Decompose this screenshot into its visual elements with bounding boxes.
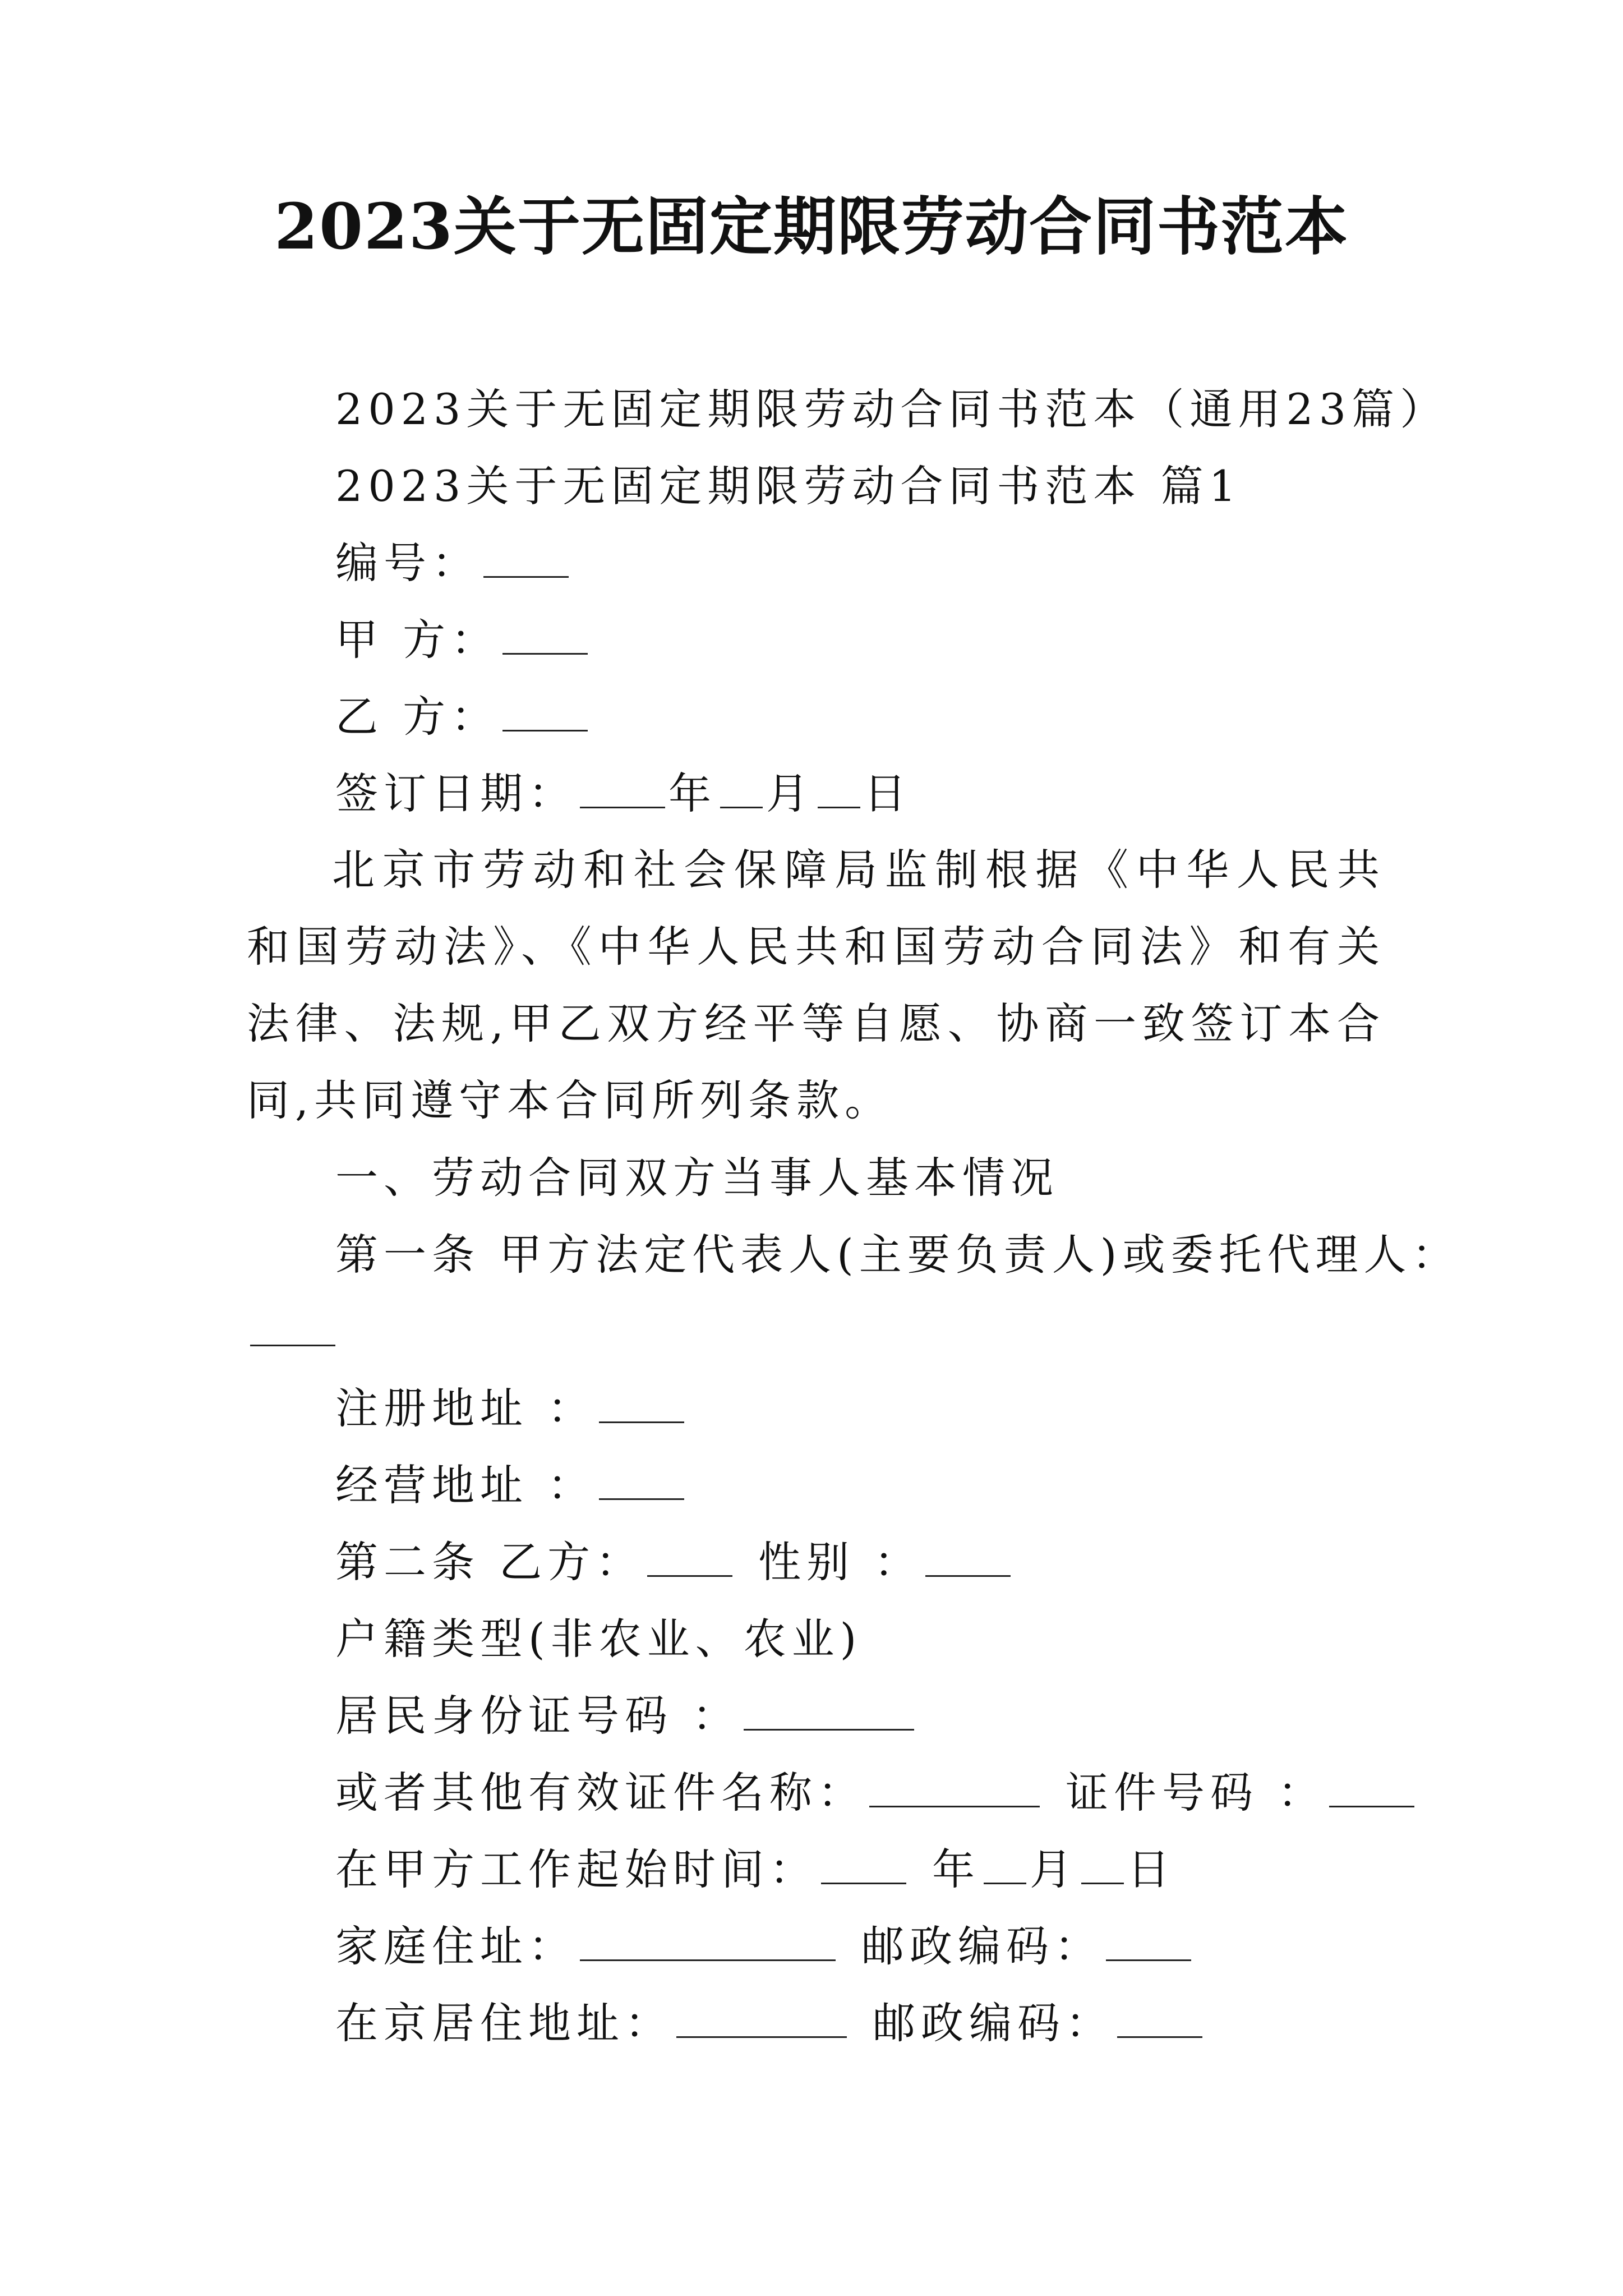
home-address-field (335, 1918, 1195, 1975)
registered-address-blank (599, 1387, 684, 1423)
beijing-postal-code-label: 邮政编码： (873, 1998, 1114, 2048)
registered-address-label: 注册地址 ： (335, 1383, 596, 1433)
section-heading: 2023关于无固定期限劳动合同书范本 篇1 (335, 461, 1242, 511)
party-a-field (335, 612, 591, 668)
intro-paragraph: 北京市劳动和社会保障局监制根据《中华人民共和国劳动法》、《中华人民共和国劳动合同法》和有关法律、法规,甲乙双方经平等自愿、协商一致签订本合同,共同遵守本合同所列条款。 (247, 845, 1385, 1125)
start-day-blank (1081, 1848, 1124, 1884)
beijing-address-label: 在京居住地址： (335, 1998, 673, 2048)
start-year-blank (821, 1848, 906, 1884)
business-address-field (335, 1457, 688, 1513)
start-year-label: 年 (932, 1844, 980, 1894)
party-a-blank (502, 618, 588, 655)
party-b-blank (502, 695, 588, 731)
day-label: 日 (864, 769, 912, 818)
start-month-blank (984, 1848, 1026, 1884)
representative-blank (250, 1310, 335, 1346)
year-label: 年 (668, 769, 717, 818)
party-b-name-blank (647, 1540, 732, 1577)
other-id-field (335, 1765, 1418, 1821)
document-subtitle: 2023关于无固定期限劳动合同书范本（通用23篇） (335, 384, 1449, 434)
month-label: 月 (766, 769, 814, 818)
other-id-number-label: 证件号码 ： (1066, 1768, 1326, 1818)
day-blank (818, 772, 860, 808)
start-time-field (335, 1842, 1175, 1898)
start-day-label: 日 (1127, 1844, 1175, 1894)
article-one-blank-line (247, 1304, 339, 1360)
beijing-address-blank (676, 2001, 847, 2038)
document-title: 2023关于无固定期限劳动合同书范本 (274, 190, 1349, 264)
year-blank (580, 772, 665, 808)
household-type: 户籍类型(非农业、农业) (335, 1614, 863, 1664)
sign-date-label: 签订日期： (335, 769, 577, 818)
party-b-field (335, 689, 591, 745)
number-label: 编号： (335, 538, 480, 588)
other-id-name-label: 或者其他有效证件名称： (335, 1768, 866, 1818)
sign-date-field (335, 766, 912, 822)
other-id-number-blank (1329, 1771, 1414, 1807)
registered-address-field (335, 1381, 688, 1437)
month-blank (720, 772, 763, 808)
business-address-label: 经营地址 ： (335, 1460, 596, 1510)
article-two-field (335, 1534, 1014, 1590)
beijing-address-field (335, 1995, 1206, 2051)
chapter-one-heading: 一、劳动合同双方当事人基本情况 (335, 1153, 1059, 1203)
other-id-name-blank (869, 1771, 1040, 1807)
start-time-label: 在甲方工作起始时间： (335, 1844, 818, 1894)
party-b-label: 乙 方： (335, 692, 500, 742)
id-number-label: 居民身份证号码 ： (335, 1691, 741, 1741)
article-one: 第一条 甲方法定代表人(主要负责人)或委托代理人： (335, 1230, 1460, 1280)
beijing-postal-code-blank (1117, 2001, 1202, 2038)
home-address-blank (580, 1925, 836, 1961)
gender-label: 性别 ： (758, 1537, 923, 1587)
home-postal-code-blank (1106, 1925, 1191, 1961)
number-field (335, 535, 572, 591)
home-postal-code-label: 邮政编码： (861, 1921, 1103, 1971)
business-address-blank (599, 1464, 684, 1500)
id-number-field (335, 1688, 917, 1744)
start-month-label: 月 (1030, 1844, 1078, 1894)
number-blank (483, 541, 569, 578)
article-two-label: 第二条 乙方： (335, 1537, 644, 1587)
gender-blank (925, 1540, 1011, 1577)
party-a-label: 甲 方： (335, 615, 500, 665)
id-number-blank (744, 1694, 914, 1731)
home-address-label: 家庭住址： (335, 1921, 577, 1971)
